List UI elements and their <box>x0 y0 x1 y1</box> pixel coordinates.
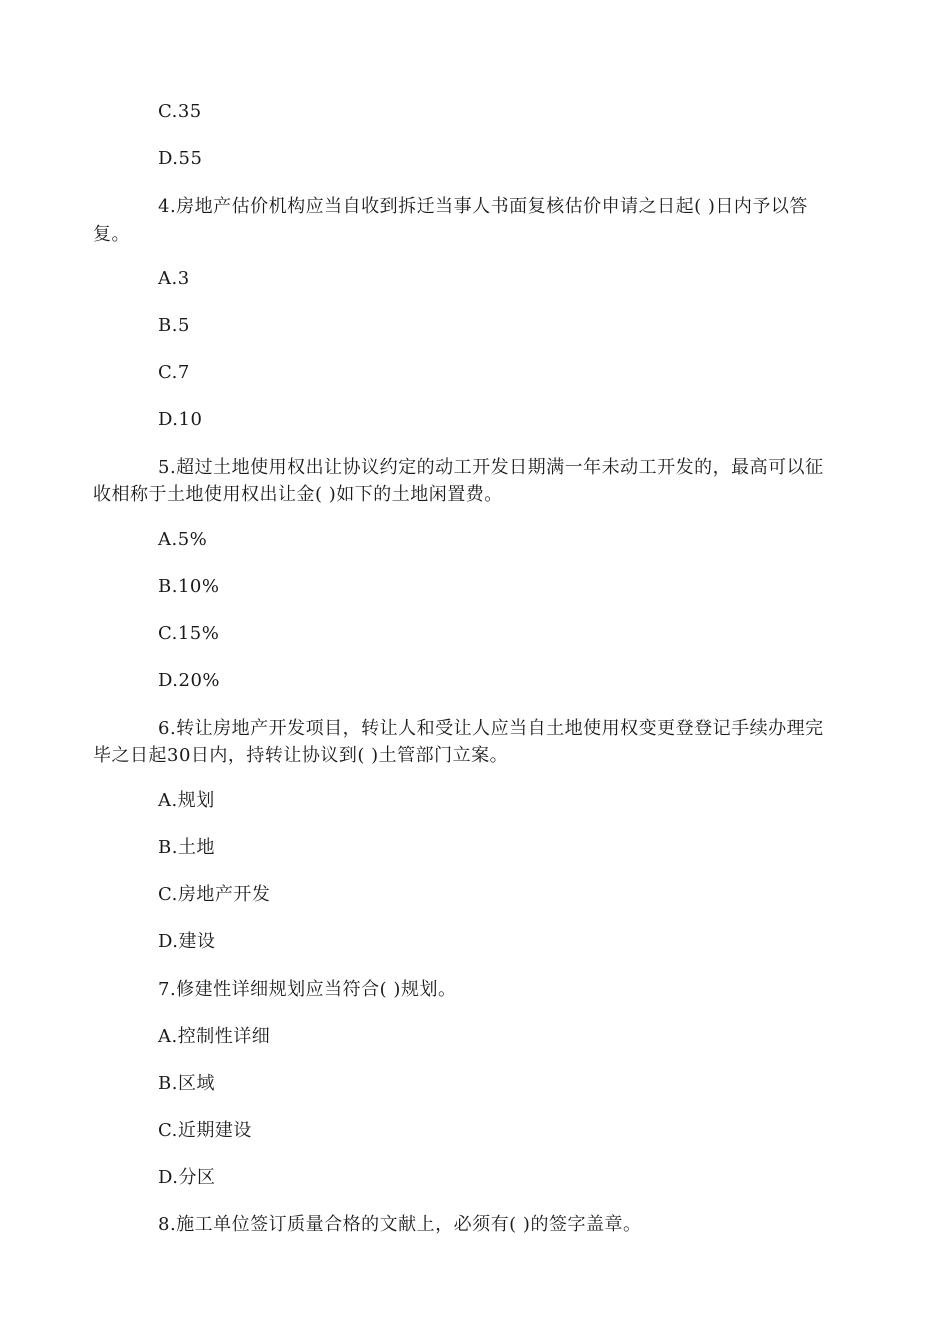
option-b-regional: B.区域 <box>158 1073 215 1094</box>
option-b-land: B.土地 <box>158 837 215 858</box>
option-c-15pct: C.15% <box>158 623 220 644</box>
option-d-10: D.10 <box>158 409 203 430</box>
question-6-line-1: 6.转让房地产开发项目，转让人和受让人应当自土地使用权变更登登记手续办理完 <box>158 718 824 739</box>
option-d-55: D.55 <box>158 148 203 169</box>
question-4-line-1: 4.房地产估价机构应当自收到拆迁当事人书面复核估价申请之日起( )日内予以答 <box>158 196 808 217</box>
option-d-construction: D.建设 <box>158 931 216 952</box>
option-a-3: A.3 <box>158 268 190 289</box>
question-5-line-1: 5.超过土地使用权出让协议约定的动工开发日期满一年未动工开发的，最高可以征 <box>158 457 824 478</box>
option-c-near-term-construction: C.近期建设 <box>158 1120 252 1141</box>
question-7: 7.修建性详细规划应当符合( )规划。 <box>158 979 457 1000</box>
option-b-10pct: B.10% <box>158 576 220 597</box>
question-5-line-2: 收相称于土地使用权出让金( )如下的土地闲置费。 <box>93 484 503 505</box>
option-c-7: C.7 <box>158 362 190 383</box>
question-8: 8.施工单位签订质量合格的文献上，必须有( )的签字盖章。 <box>158 1214 642 1235</box>
option-c-35: C.35 <box>158 101 202 122</box>
option-b-5: B.5 <box>158 315 190 336</box>
option-a-5pct: A.5% <box>158 529 208 550</box>
option-d-20pct: D.20% <box>158 670 221 691</box>
option-a-planning: A.规划 <box>158 790 215 811</box>
option-d-district: D.分区 <box>158 1167 216 1188</box>
question-6-line-2: 毕之日起30日内，持转让协议到( )土管部门立案。 <box>93 745 509 766</box>
question-4-line-2: 复。 <box>93 224 130 245</box>
option-a-control-detail: A.控制性详细 <box>158 1026 271 1047</box>
option-c-real-estate-development: C.房地产开发 <box>158 884 271 905</box>
